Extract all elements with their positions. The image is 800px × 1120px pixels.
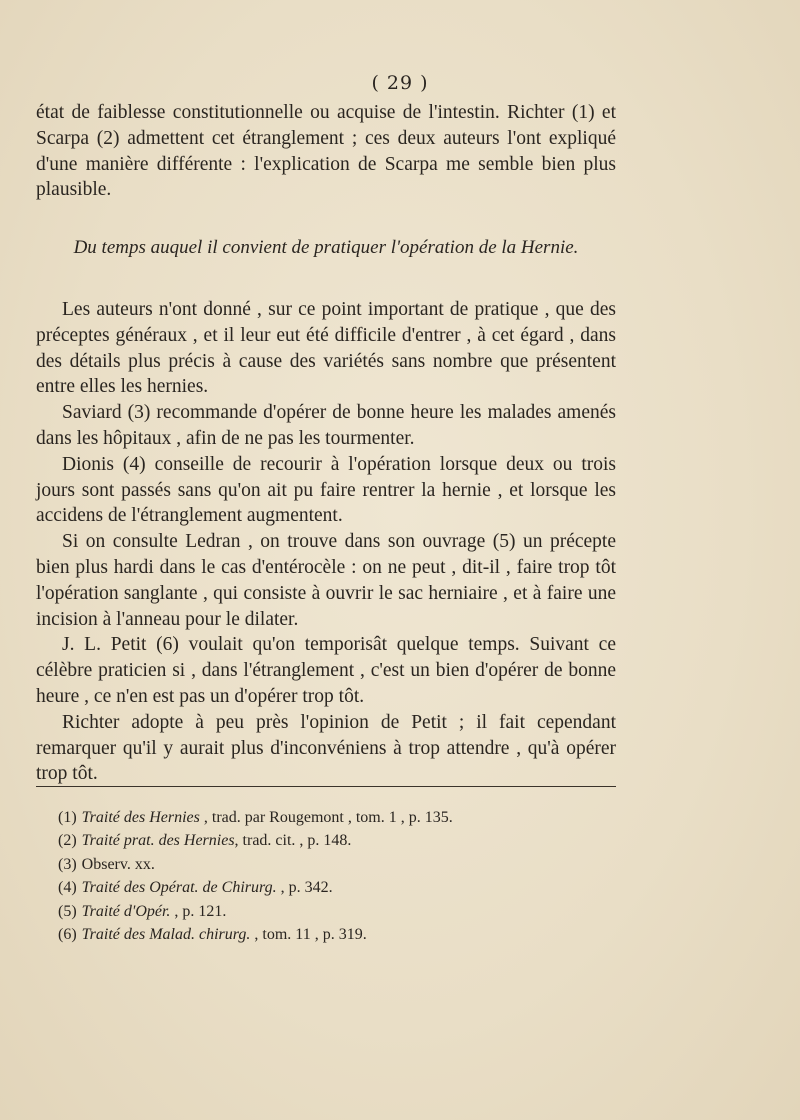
- main-text: [36, 100, 616, 787]
- footnote: [58, 900, 578, 923]
- footnote-number: (6): [58, 926, 77, 944]
- footnote: [58, 876, 578, 899]
- paragraph: Les auteurs n'ont donné , sur ce point important de pratique , que des préceptes généraux , et il leur eut été difficile d'entrer , à cet égard , dans des détails plus précis à cause des variétés sans nombre que présentent entre elles les hernies.: [36, 298, 616, 398]
- footnote-number: (1): [58, 809, 77, 826]
- footnote: [58, 829, 578, 852]
- footnote-title: Traité des Opérat. de Chirurg.: [81, 879, 277, 897]
- footnote-title: Traité prat. des Hernies: [81, 832, 235, 850]
- paragraph: Richter adopte à peu près l'opinion de Petit ; il fait cependant remarquer qu'il y aurait plus d'inconvéniens à trop attendre , qu'à opérer trop tôt.: [36, 711, 616, 785]
- footnote: [58, 806, 578, 829]
- footnote-citation: , p. 342.: [276, 879, 333, 897]
- footnote-title: Traité des Malad. chirurg.: [81, 926, 251, 944]
- footnote-citation: , tom. 11 , p. 319.: [250, 926, 367, 944]
- footnote-divider: [36, 786, 616, 787]
- footnote-title: Traité d'Opér.: [81, 902, 171, 920]
- paragraph-continued: état de faiblesse constitutionnelle ou acquise de l'intestin. Richter (1) et Scarpa (2) admettent cet étranglement ; ces deux auteurs l'ont expliqué d'une manière différente : l'explication de Scarpa me semble bien plus plausible.: [36, 102, 616, 201]
- footnote-number: (2): [58, 832, 77, 850]
- paragraph: Si on consulte Ledran , on trouve dans son ouvrage (5) un précepte bien plus hardi dans le cas d'entérocèle : on ne peut , dit-il , faire trop tôt l'opération sanglante , qui consiste à ouvrir le sac herniaire , et à faire une incision à l'anneau pour le dilater.: [36, 531, 616, 630]
- footnote-citation: Observ. xx.: [81, 855, 155, 873]
- paragraph: J. L. Petit (6) voulait qu'on temporisât quelque temps. Suivant ce célèbre praticien si , dans l'étranglement , c'est un bien d'opérer de bonne heure , ce n'en est pas un d'opérer trop tôt.: [36, 634, 616, 707]
- footnote: [58, 923, 578, 946]
- paragraph: Saviard (3) recommande d'opérer de bonne heure les malades amenés dans les hôpitaux , afin de ne pas les tourmenter.: [36, 402, 616, 449]
- page-number: ( 29 ): [371, 72, 429, 94]
- section-heading: Du temps auquel il convient de pratiquer l'opération de la Hernie.: [73, 237, 579, 259]
- footnote-number: (4): [58, 879, 77, 897]
- paragraph: Dionis (4) conseille de recourir à l'opération lorsque deux ou trois jours sont passés sans qu'on ait pu faire rentrer la hernie , et lorsque les accidens de l'étranglement augmentent.: [36, 453, 616, 527]
- footnote: [58, 853, 578, 876]
- footnote-title: Traité des Hernies: [81, 809, 200, 826]
- footnotes: [58, 806, 578, 946]
- footnote-number: (5): [58, 902, 77, 920]
- footnote-citation: , p. 121.: [170, 902, 227, 920]
- footnote-citation: , trad. par Rougemont , tom. 1 , p. 135.: [199, 809, 453, 826]
- footnote-citation: , trad. cit. , p. 148.: [234, 832, 352, 850]
- footnote-number: (3): [58, 855, 77, 873]
